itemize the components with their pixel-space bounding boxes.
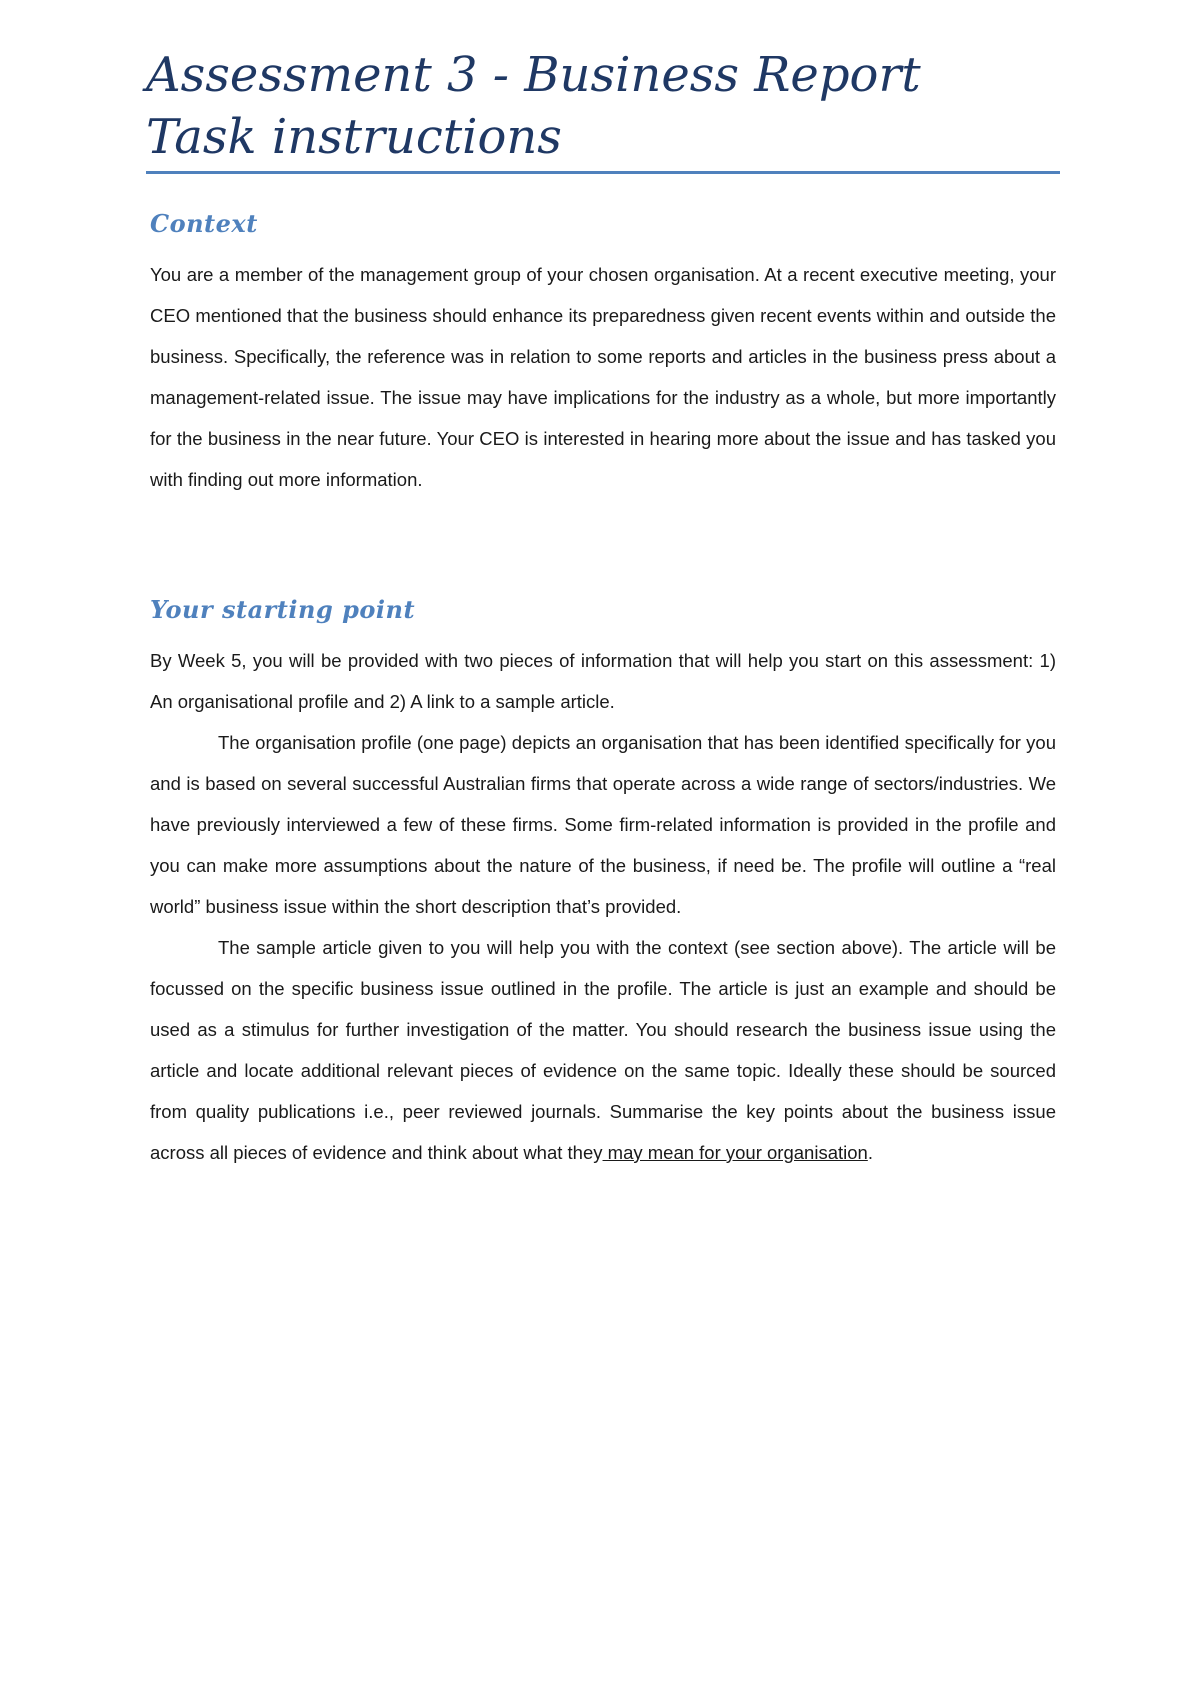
- document-title: [146, 44, 1060, 168]
- starting-point-heading: Your starting point: [150, 595, 416, 624]
- starting-point-paragraph-3: [150, 927, 1056, 1173]
- context-section: [150, 208, 1056, 500]
- starting-point-paragraph-2: The organisation profile (one page) depicts an organisation that has been identified specifically for you and is based on several successful Australian firms that operate across a wide range of sectors/industries. We have previously interviewed a few of these firms. Some firm-related information is provided in the profile and you can make more assumptions about the nature of the business, if need be. The profile will outline a “real world” business issue within the short description that’s provided.: [150, 732, 1056, 917]
- title-divider: [146, 171, 1060, 174]
- paragraph-3-end: .: [867, 1142, 873, 1163]
- title-line-2: Task instructions: [146, 109, 562, 165]
- starting-point-section: [150, 594, 1056, 1173]
- context-heading: Context: [150, 209, 258, 238]
- paragraph-3-text: The sample article given to you will help you with the context (see section above). The article will be focussed on the specific business issue outlined in the profile. The article is just an example and should be used as a stimulus for further investigation of the matter. You should research the business issue using the article and locate additional relevant pieces of evidence on the same topic. Ideally these should be sourced from quality publications i.e., peer reviewed journals. Summarise the key points about the business issue across all pieces of evidence and think about what they: [150, 937, 1056, 1163]
- starting-point-paragraph-1: By Week 5, you will be provided with two pieces of information that will help you start on this assessment: 1) An organisational profile and 2) A link to a sample article.: [150, 650, 1056, 712]
- paragraph-3-underlined-text: may mean for your organisation: [602, 1142, 868, 1163]
- context-paragraph: You are a member of the management group of your chosen organisation. At a recent executive meeting, your CEO mentioned that the business should enhance its preparedness given recent events within and outside the business. Specifically, the reference was in relation to some reports and articles in the business press about a management-related issue. The issue may have implications for the industry as a whole, but more importantly for the business in the near future. Your CEO is interested in hearing more about the issue and has tasked you with finding out more information.: [150, 264, 1056, 490]
- title-line-1: Assessment 3 - Business Report: [146, 47, 921, 103]
